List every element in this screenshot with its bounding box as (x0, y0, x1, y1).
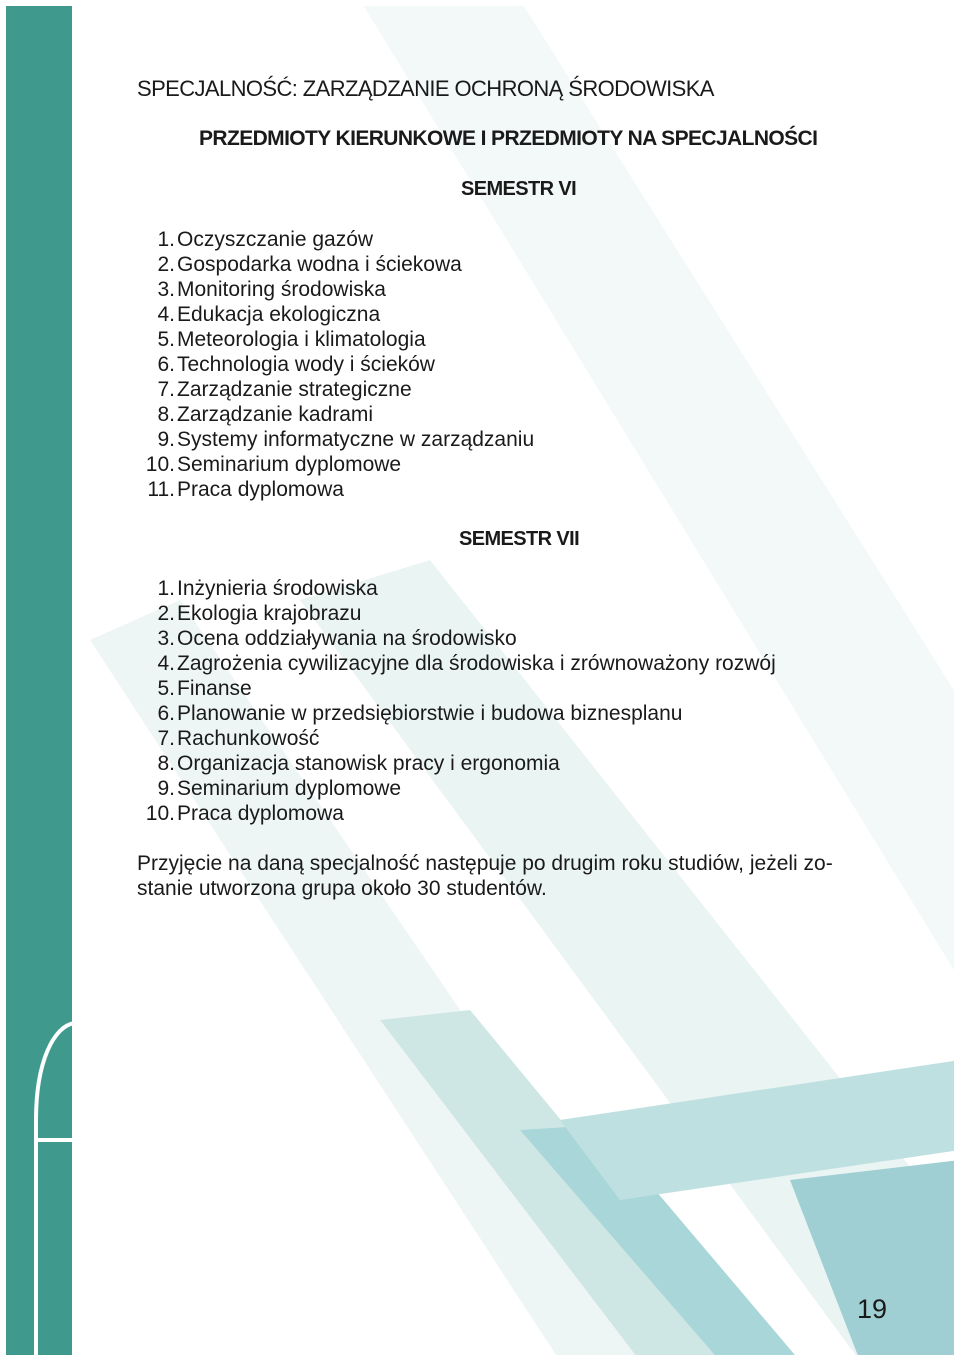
course-name: Monitoring środowiska (177, 278, 386, 301)
item-number: 3. (157, 278, 175, 301)
item-number: 5. (157, 328, 175, 351)
list-item (137, 676, 776, 701)
page-number: 19 (857, 1294, 888, 1324)
course-list (137, 576, 776, 826)
item-number: 6. (157, 353, 175, 376)
list-item (137, 277, 534, 302)
course-name: Ocena oddziaływania na środowisko (177, 627, 517, 650)
semester-heading: SEMESTR VII (459, 528, 580, 550)
course-name: Seminarium dyplomowe (177, 777, 402, 800)
list-item (137, 377, 534, 402)
list-item (137, 601, 776, 626)
list-item (137, 352, 534, 377)
item-number: 8. (157, 752, 175, 775)
item-number: 1. (157, 228, 175, 251)
course-name: Gospodarka wodna i ściekowa (177, 253, 462, 276)
note-line: stanie utworzona grupa około 30 studentów. (137, 877, 547, 900)
semester-heading: SEMESTR VI (461, 178, 577, 200)
item-number: 8. (157, 403, 175, 426)
course-name: Zagrożenia cywilizacyjne dla środowiska i zrównoważony rozwój (177, 652, 776, 675)
course-name: Seminarium dyplomowe (177, 453, 402, 476)
item-number: 11. (147, 478, 175, 501)
course-name: Finanse (177, 677, 252, 700)
list-item (137, 651, 776, 676)
item-number: 7. (157, 727, 175, 750)
admission-note (137, 851, 897, 901)
course-name: Systemy informatyczne w zarządzaniu (177, 428, 535, 451)
specialty-title: SPECJALNOŚĆ: ZARZĄDZANIE OCHRONĄ ŚRODOWISKA (137, 76, 714, 101)
list-item (137, 751, 776, 776)
item-number: 5. (157, 677, 175, 700)
course-name: Technologia wody i ścieków (177, 353, 435, 376)
item-number: 9. (157, 777, 175, 800)
section-title: PRZEDMIOTY KIERUNKOWE I PRZEDMIOTY NA SPECJALNOŚCI (199, 127, 818, 150)
item-number: 10. (145, 802, 175, 825)
list-item (137, 576, 776, 601)
list-item (137, 726, 776, 751)
list-item (137, 452, 534, 477)
item-number: 4. (157, 303, 175, 326)
item-number: 6. (157, 702, 175, 725)
item-number: 3. (157, 627, 175, 650)
course-name: Zarządzanie strategiczne (177, 378, 412, 401)
course-name: Praca dyplomowa (177, 478, 344, 501)
course-name: Rachunkowość (177, 727, 320, 750)
note-line: Przyjęcie na daną specjalność następuje po drugim roku studiów, jeżeli zo- (137, 852, 833, 875)
list-item (137, 302, 534, 327)
item-number: 4. (157, 652, 175, 675)
course-name: Meteorologia i klimatologia (177, 328, 426, 351)
course-list (137, 227, 534, 502)
list-item (137, 327, 534, 352)
list-item (137, 626, 776, 651)
list-item (137, 801, 776, 826)
course-name: Organizacja stanowisk pracy i ergonomia (177, 752, 560, 775)
course-name: Oczyszczanie gazów (177, 228, 374, 251)
course-name: Zarządzanie kadrami (177, 403, 374, 426)
list-item (137, 227, 534, 252)
course-name: Inżynieria środowiska (177, 577, 378, 600)
item-number: 2. (157, 602, 175, 625)
course-name: Praca dyplomowa (177, 802, 344, 825)
course-name: Planowanie w przedsiębiorstwie i budowa biznesplanu (177, 702, 683, 725)
list-item (137, 776, 776, 801)
item-number: 1. (157, 577, 175, 600)
item-number: 10. (145, 453, 175, 476)
list-item (137, 427, 534, 452)
course-name: Ekologia krajobrazu (177, 602, 362, 625)
item-number: 7. (157, 378, 175, 401)
course-name: Edukacja ekologiczna (177, 303, 381, 326)
list-item (137, 252, 534, 277)
item-number: 2. (157, 253, 175, 276)
item-number: 9. (157, 428, 175, 451)
list-item (137, 402, 534, 427)
list-item (137, 477, 534, 502)
list-item (137, 701, 776, 726)
